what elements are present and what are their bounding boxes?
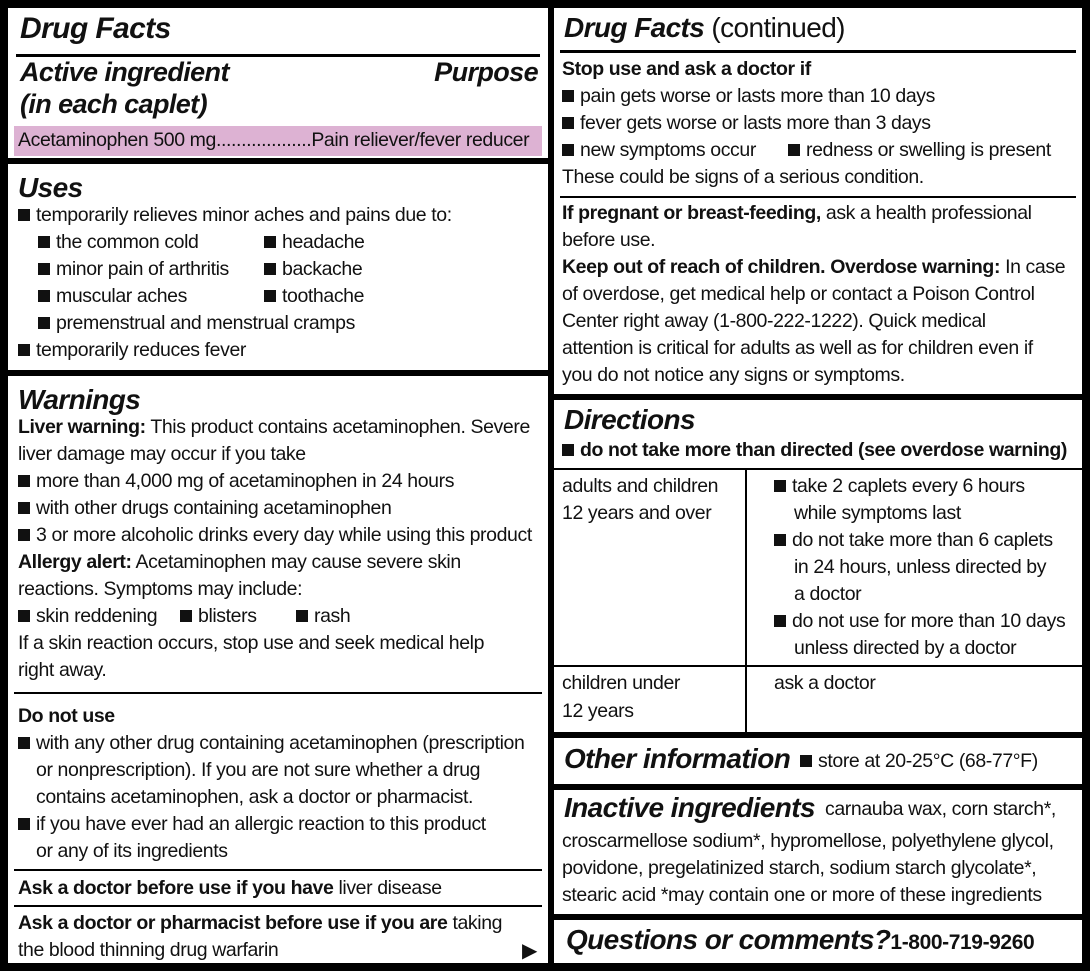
- ask-pharmacist-cont: the blood thinning drug warfarin: [18, 939, 279, 961]
- purpose-heading: Purpose: [434, 57, 538, 87]
- keep-out-line: attention is critical for adults as well as for children even if: [562, 337, 1033, 359]
- directions-row2-who: 12 years: [562, 700, 634, 722]
- other-information-panel: [554, 738, 1082, 784]
- bullet-icon: [296, 610, 308, 622]
- uses-heading: Uses: [18, 172, 83, 203]
- allergy-item-blisters: blisters: [180, 603, 257, 630]
- directions-item-cont: a doctor: [794, 583, 862, 605]
- bullet-icon: [18, 818, 30, 830]
- leader-dots: ...................: [215, 129, 312, 151]
- uses-item-fever: temporarily reduces fever: [18, 337, 246, 364]
- allergy-alert-cont: reactions. Symptoms may include:: [18, 578, 303, 600]
- uses-sub-cold: the common cold: [38, 229, 199, 256]
- inactive-ingredients-panel: [554, 790, 1082, 914]
- keep-out-line: Center right away (1-800-222-1222). Quick medical: [562, 310, 986, 332]
- active-ingredient-heading: Active ingredient: [20, 57, 229, 87]
- bullet-icon: [18, 610, 30, 622]
- directions-item-cont: while symptoms last: [794, 502, 961, 524]
- directions-panel: [554, 400, 1082, 732]
- warnings-panel: [8, 376, 548, 963]
- stop-use-item: pain gets worse or lasts more than 10 days: [562, 83, 935, 110]
- directions-item-cont: unless directed by a doctor: [794, 637, 1017, 659]
- continue-arrow-icon: ▶: [522, 940, 538, 962]
- stop-use-item: redness or swelling is present: [788, 137, 1051, 164]
- bullet-icon: [562, 117, 574, 129]
- directions-item: do not take more than 6 caplets: [774, 527, 1053, 554]
- bullet-icon: [774, 615, 786, 627]
- inactive-ingredients-line: stearic acid *may contain one or more of these ingredients: [562, 884, 1042, 906]
- bullet-icon: [562, 444, 574, 456]
- other-information-heading: Other information: [564, 743, 791, 774]
- questions-row: [566, 924, 1034, 955]
- directions-row1-who: 12 years and over: [562, 502, 712, 524]
- active-ingredient-subheading: (in each caplet): [20, 89, 207, 119]
- inactive-ingredients-heading: Inactive ingredients: [564, 792, 815, 823]
- bullet-icon: [180, 610, 192, 622]
- stop-use-heading: Stop use and ask a doctor if: [562, 58, 811, 80]
- bullet-icon: [38, 317, 50, 329]
- stop-use-footer: These could be signs of a serious condition.: [562, 166, 924, 188]
- skin-reaction-text-cont: right away.: [18, 659, 107, 681]
- do-not-use-item-cont: or nonprescription). If you are not sure whether a drug: [36, 759, 481, 781]
- inactive-ingredients-first: Inactive ingredients carnauba wax, corn starch*,: [564, 792, 1056, 823]
- allergy-item-reddening: skin reddening: [18, 603, 157, 630]
- liver-item: with other drugs containing acetaminophen: [18, 495, 391, 522]
- liver-item: more than 4,000 mg of acetaminophen in 24 hours: [18, 468, 454, 495]
- stop-use-panel: [554, 8, 1082, 394]
- active-ingredient-panel: [8, 8, 548, 158]
- bullet-icon: [18, 344, 30, 356]
- bullet-icon: [18, 475, 30, 487]
- bullet-icon: [264, 290, 276, 302]
- bullet-icon: [774, 534, 786, 546]
- bullet-icon: [18, 737, 30, 749]
- bullet-icon: [38, 263, 50, 275]
- directions-row1-who: adults and children: [562, 475, 719, 497]
- bullet-icon: [38, 290, 50, 302]
- bullet-icon: [788, 144, 800, 156]
- warnings-heading: Warnings: [18, 384, 141, 415]
- bullet-icon: [18, 502, 30, 514]
- bullet-icon: [18, 209, 30, 221]
- pregnant-warning: If pregnant or breast-feeding, ask a health professional: [562, 202, 1032, 224]
- inactive-ingredients-line: povidone, pregelatinized starch, sodium starch glycolate*,: [562, 857, 1037, 879]
- page-title: Drug Facts: [20, 12, 171, 45]
- directions-row2-text: ask a doctor: [774, 672, 876, 694]
- keep-out-line: you do not notice any signs or symptoms.: [562, 364, 905, 386]
- uses-sub-muscular: muscular aches: [38, 283, 187, 310]
- pregnant-warning-cont: before use.: [562, 229, 656, 251]
- uses-item-aches: temporarily relieves minor aches and pains due to:: [18, 202, 452, 229]
- do-not-use-item-cont: or any of its ingredients: [36, 840, 228, 862]
- active-ingredient-row: [18, 127, 529, 154]
- uses-panel: [8, 164, 548, 370]
- keep-out-warning: Keep out of reach of children. Overdose warning: In case: [562, 256, 1066, 278]
- questions-phone: 1-800-719-9260: [890, 931, 1035, 954]
- right-column: [554, 8, 1082, 963]
- bullet-icon: [562, 90, 574, 102]
- active-ingredient-purpose: Pain reliever/fever reducer: [311, 129, 530, 151]
- directions-note: do not take more than directed (see overdose warning): [562, 437, 1067, 464]
- bullet-icon: [264, 236, 276, 248]
- liver-warning: Liver warning: This product contains acetaminophen. Severe: [18, 416, 530, 438]
- directions-heading: Directions: [564, 404, 695, 435]
- other-information-text: store at 20-25°C (68-77°F): [800, 748, 1038, 775]
- allergy-item-rash: rash: [296, 603, 350, 630]
- uses-sub-cramps: premenstrual and menstrual cramps: [38, 310, 355, 337]
- directions-item: do not use for more than 10 days: [774, 608, 1065, 635]
- liver-item: 3 or more alcoholic drinks every day while using this product: [18, 522, 532, 549]
- questions-panel: [554, 920, 1082, 963]
- directions-item-cont: in 24 hours, unless directed by: [794, 556, 1047, 578]
- skin-reaction-text: If a skin reaction occurs, stop use and seek medical help: [18, 632, 485, 654]
- uses-sub-arthritis: minor pain of arthritis: [38, 256, 229, 283]
- bullet-icon: [264, 263, 276, 275]
- stop-use-item: new symptoms occur: [562, 137, 756, 164]
- uses-sub-headache: headache: [264, 229, 364, 256]
- liver-warning-cont: liver damage may occur if you take: [18, 443, 306, 465]
- ask-doctor: Ask a doctor before use if you have liver disease: [18, 877, 442, 899]
- ask-pharmacist: Ask a doctor or pharmacist before use if you are taking: [18, 912, 503, 934]
- directions-item: take 2 caplets every 6 hours: [774, 473, 1025, 500]
- bullet-icon: [800, 755, 812, 767]
- directions-row2-who: children under: [562, 672, 680, 694]
- inactive-ingredients-line: croscarmellose sodium*, hypromellose, polyethylene glycol,: [562, 830, 1054, 852]
- do-not-use-item: if you have ever had an allergic reaction to this product: [18, 811, 486, 838]
- bullet-icon: [18, 529, 30, 541]
- bullet-icon: [774, 480, 786, 492]
- uses-sub-backache: backache: [264, 256, 362, 283]
- uses-sub-toothache: toothache: [264, 283, 364, 310]
- keep-out-line: of overdose, get medical help or contact a Poison Control: [562, 283, 1035, 305]
- stop-use-item: fever gets worse or lasts more than 3 days: [562, 110, 931, 137]
- bullet-icon: [38, 236, 50, 248]
- continued-title: Drug Facts (continued): [564, 12, 845, 43]
- allergy-alert: Allergy alert: Acetaminophen may cause severe skin: [18, 551, 461, 573]
- questions-heading: Questions or comments?: [566, 924, 891, 955]
- do-not-use-heading: Do not use: [18, 705, 115, 727]
- do-not-use-item: with any other drug containing acetaminophen (prescription: [18, 730, 524, 757]
- bullet-icon: [562, 144, 574, 156]
- do-not-use-item-cont: contains acetaminophen, ask a doctor or pharmacist.: [36, 786, 474, 808]
- left-column: [8, 8, 548, 963]
- active-ingredient-name: Acetaminophen 500 mg: [18, 129, 216, 151]
